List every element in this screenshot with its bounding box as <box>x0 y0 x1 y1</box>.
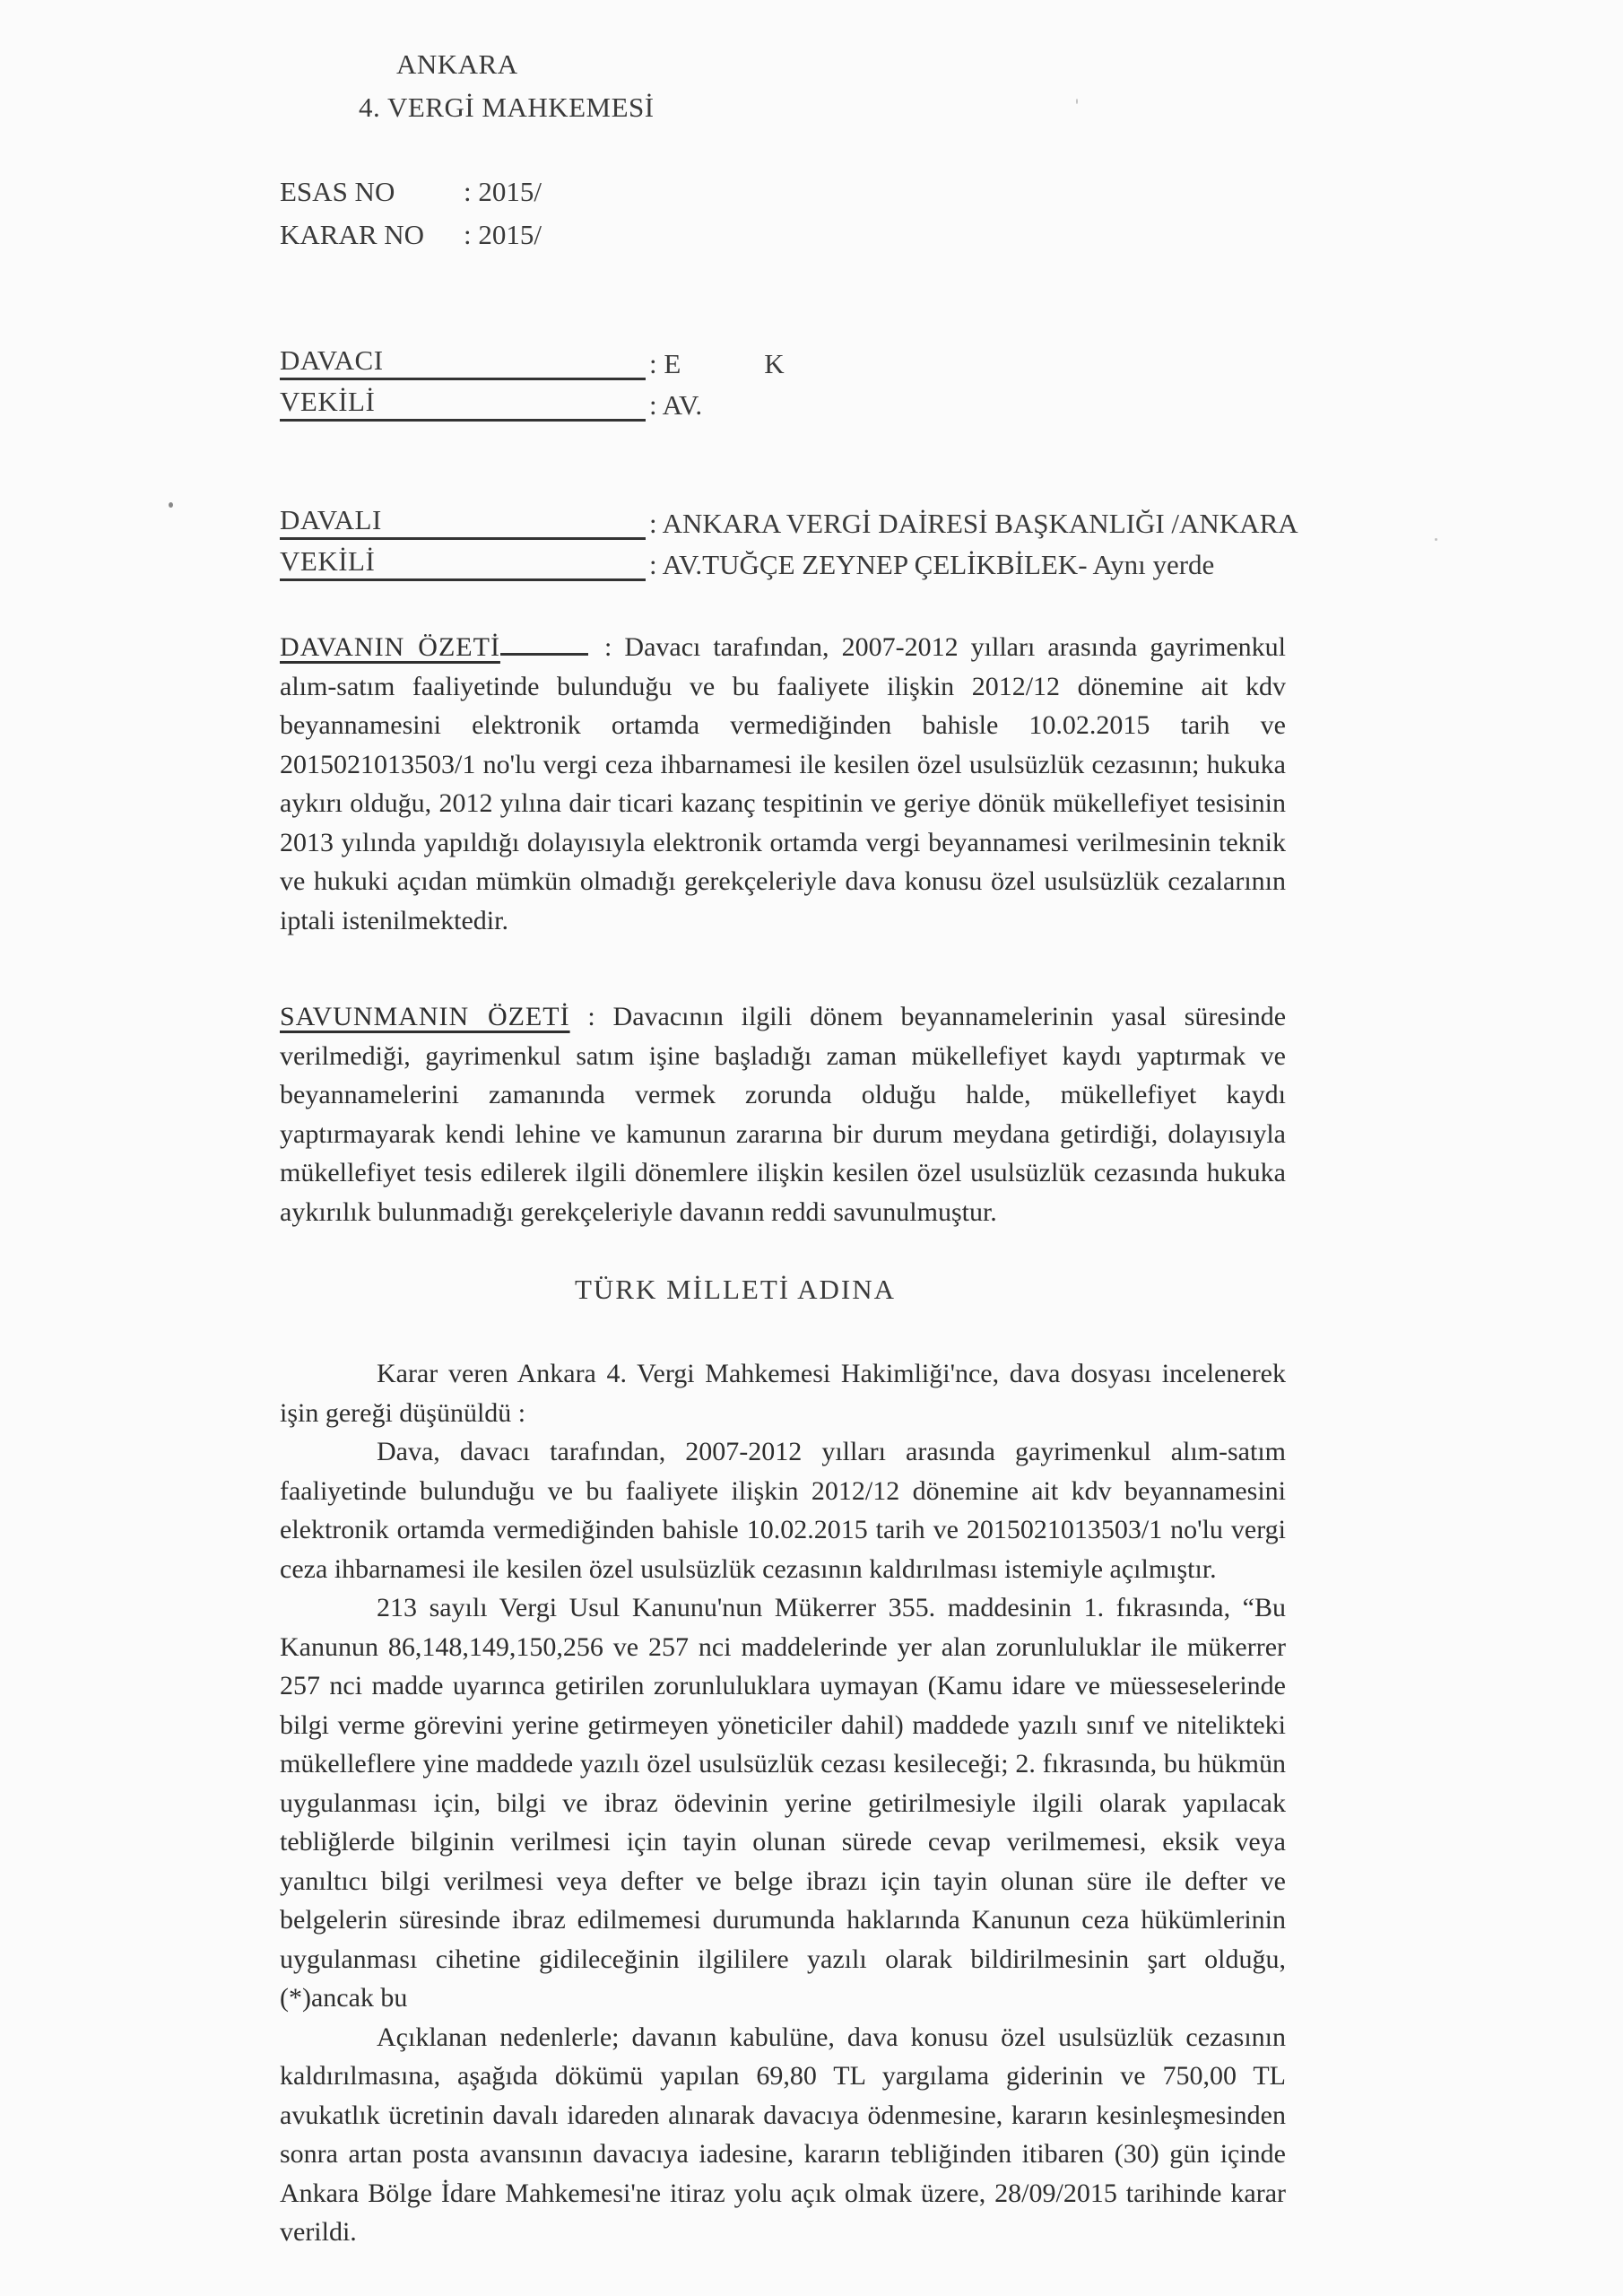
court-city: ANKARA <box>396 48 518 80</box>
verdict-title-text: TÜRK MİLLETİ ADINA <box>574 1274 896 1305</box>
court-name: 4. VERGİ MAHKEMESİ <box>359 91 655 123</box>
decision-paragraph: Dava, davacı tarafından, 2007-2012 yılları arasında gayrimenkul alım-satım faaliyetinde bulunduğu ve bu faaliyete ilişkin 2012/12 dönemine ait kdv beyannamesini elektronik ortamda vermediğinden bahisle 10.02.2015 tarih ve 2015021013503/1 no'lu vergi ceza ihbarnamesi ile kesilen özel usulsüzlük cezasının kaldırılması istemiyle açılmıştır. <box>280 1437 1286 1584</box>
davali-label: DAVALI <box>280 504 646 540</box>
karar-no-value: : 2015/ <box>464 219 542 250</box>
case-numbers <box>280 170 542 257</box>
scan-speck <box>1076 99 1078 104</box>
davaci-value: : E K <box>649 348 785 379</box>
davali-vekil-label: VEKİLİ <box>280 545 646 581</box>
decision-paragraph: 213 sayılı Vergi Usul Kanunu'nun Mükerrer 355. maddesinin 1. fıkrasında, “Bu Kanunun 86,148,149,150,256 ve 257 nci maddelerinde yer alan zorunluluklar ile mükerrer 257 nci madde uyarınca getirilen zorunluluklara uymayan (Kamu idare ve müesseselerinde bilgi verme görevini yerine getirmeyen yöneticiler dahil) maddede yazılı sınıf ve nitelikteki mükelleflere yine maddede yazılı özel usulsüzlük cezası kesileceği; 2. fıkrasında, bu hükmün uygulanması için, bilgi ve ibraz ödevinin yerine getirilmesiyle ilgili olarak yapılacak tebliğlerde bilginin verilmesi için tayin olunan sürede cevap verilmemesi, eksik veya yanıltıcı bilgi verilmesi veya defter ve belge ibrazı için tayin olunan süre ile defter ve belgelerin süresinde ibraz edilmemesi durumunda haklarında Kanunun ceza hükümlerinin uygulanması cihetine gidileceğinin ilgililere yazılı olarak bildirilmesinin şart olduğu, (*)ancak bu <box>280 1593 1286 2013</box>
karar-no-label: KARAR NO <box>280 219 425 250</box>
claim-summary <box>280 628 1286 940</box>
defense-summary-heading: SAVUNMANIN ÖZETİ <box>280 1002 570 1031</box>
davaci-label: DAVACI <box>280 344 646 380</box>
davali-value: : ANKARA VERGİ DAİRESİ BAŞKANLIĞI /ANKARA <box>649 508 1298 539</box>
defense-summary <box>280 997 1286 1231</box>
plaintiff-block <box>280 339 785 422</box>
claim-summary-heading: DAVANIN ÖZETİ <box>280 632 500 662</box>
esas-no-label: ESAS NO <box>280 176 395 207</box>
scan-speck <box>1435 538 1437 541</box>
verdict-title <box>0 1274 1623 1306</box>
davaci-vekil-label: VEKİLİ <box>280 386 646 422</box>
scan-speck <box>169 502 173 508</box>
claim-summary-colon: : <box>604 632 612 662</box>
decision-paragraph: Açıklanan nedenlerle; davanın kabulüne, dava konusu özel usulsüzlük cezasının kaldırılmasına, aşağıda dökümü yapılan 69,80 TL yargılama giderinin ve 750,00 TL avukatlık ücretinin davalı idareden alınarak davacıya ödenmesine, kararın kesinleşmesinden sonra artan posta avansının davacıya iadesine, kararın tebliğinden itibaren (30) gün içinde Ankara Bölge İdare Mahkemesi'ne itiraz yolu açık olmak üzere, 28/09/2015 tarihinde karar verildi. <box>280 2022 1286 2247</box>
decision-paragraph: Karar veren Ankara 4. Vergi Mahkemesi Hakimliği'nce, dava dosyası incelenerek işin gereği düşünüldü : <box>280 1359 1286 1428</box>
heading-underline <box>500 652 588 656</box>
court-header <box>359 43 655 129</box>
esas-no-value: : 2015/ <box>464 176 542 207</box>
defendant-block <box>280 499 1298 581</box>
davali-vekil-value: : AV.TUĞÇE ZEYNEP ÇELİKBİLEK- Aynı yerde <box>649 549 1215 580</box>
defense-summary-colon: : <box>587 1002 595 1031</box>
decision-body <box>280 1354 1286 2252</box>
claim-summary-text: Davacı tarafından, 2007-2012 yılları arasında gayrimenkul alım-satım faaliyetinde bulunduğu ve bu faaliyete ilişkin 2012/12 dönemine ait kdv beyannamesini elektronik ortamda vermediğinden bahisle 10.02.2015 tarih ve 2015021013503/1 no'lu vergi ceza ihbarnamesi ile kesilen özel usulsüzlük cezasının; hukuka aykırı olduğu, 2012 yılına dair ticari kazanç tespitinin ve geriye dönük mükellefiyet tesisinin 2013 yılında yapıldığı dolayısıyla elektronik ortamda vergi beyannamesi verilmesinin teknik ve hukuki açıdan mümkün olmadığı gerekçeleriyle dava konusu özel usulsüzlük cezalarının iptali istenilmektedir. <box>280 632 1286 935</box>
defense-summary-text: Davacının ilgili dönem beyannamelerinin yasal süresinde verilmediği, gayrimenkul satım işine başladığı zaman mükellefiyet kaydı yaptırmak ve beyannamelerini zamanında vermek zorunda olduğu halde, mükellefiyet kaydı yaptırmayarak kendi lehine ve kamunun zararına bir durum meydana getirdiği, dolayısıyla mükellefiyet tesis edilerek ilgili dönemlere ilişkin kesilen özel usulsüzlük cezasında hukuka aykırılık bulunmadığı gerekçeleriyle davanın reddi savunulmuştur. <box>280 1002 1287 1227</box>
davaci-vekil-value: : AV. <box>649 389 703 421</box>
